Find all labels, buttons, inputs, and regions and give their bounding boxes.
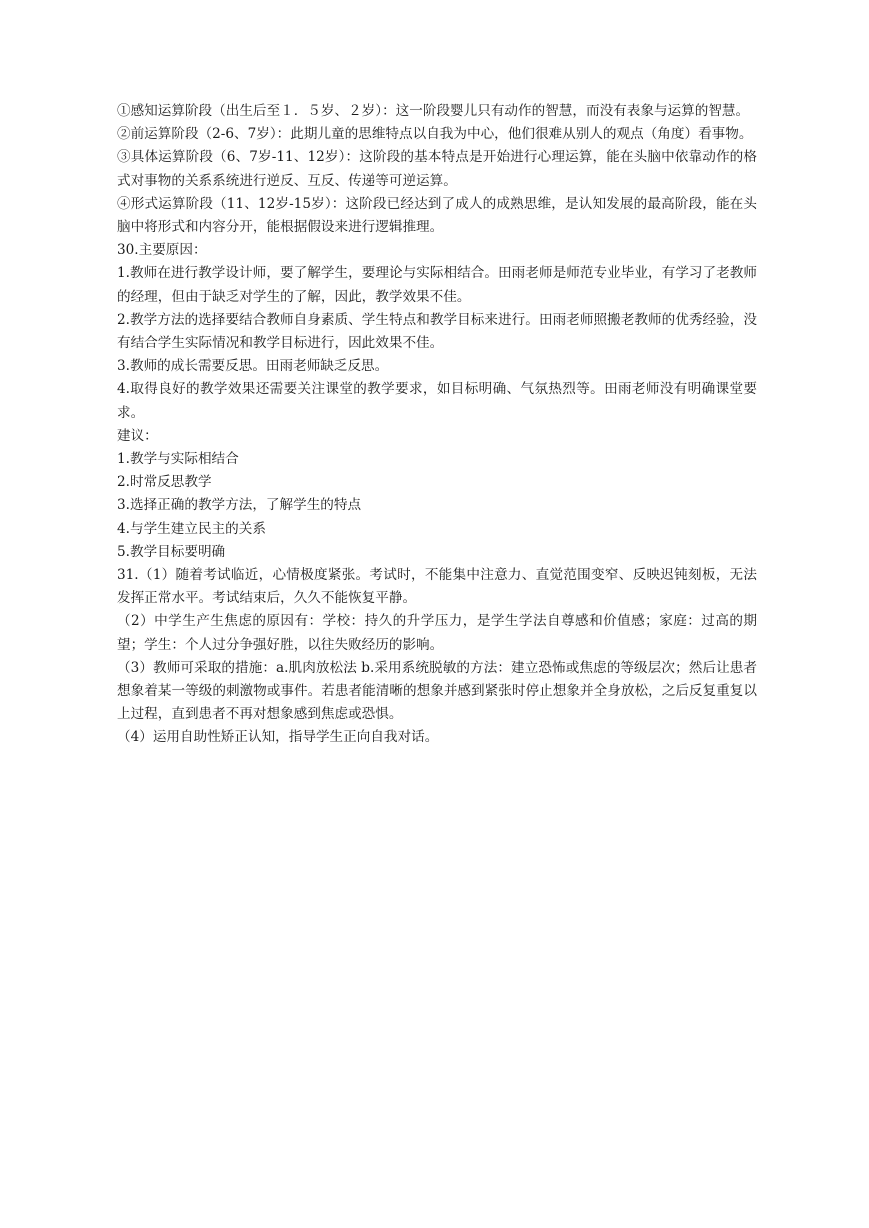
list-item-suggestion-4: 4.与学生建立民主的关系	[117, 520, 266, 537]
paragraph-stage-preoperational: ②前运算阶段（2-6、7岁）：此期儿童的思维特点以自我为中心，他们很难从别人的观点（角度）看事物。	[117, 126, 753, 143]
paragraph-q31-part1: 31.（1）随着考试临近，心情极度紧张。考试时，不能集中注意力、直觉范围变窄、反映迟钝刻板，无法发挥正常水平。考试结束后，久久不能恢复平静。	[117, 567, 757, 607]
paragraph-q31-part3: （3）教师可采取的措施：a.肌肉放松法 b.采用系统脱敏的方法：建立恐怖或焦虑的等级层次；然后让患者想象着某一等级的刺激物或事件。若患者能清晰的想象并感到紧张时停止想象并全身放松，之后反复重复以上过程，直到患者不再对想象感到焦虑或恐惧。	[117, 659, 757, 723]
list-item-suggestion-2: 2.时常反思教学	[117, 474, 212, 491]
paragraph-reason-4: 4.取得良好的教学效果还需要关注课堂的教学要求，如目标明确、气氛热烈等。田雨老师没有明确课堂要求。	[117, 381, 757, 421]
paragraph-reason-2: 2.教学方法的选择要结合教师自身素质、学生特点和教学目标来进行。田雨老师照搬老教师的优秀经验，没有结合学生实际情况和教学目标进行，因此效果不佳。	[117, 311, 757, 352]
document-page	[117, 100, 757, 750]
paragraph-stage-concrete: ③具体运算阶段（6、7岁-11、12岁）：这阶段的基本特点是开始进行心理运算，能在头脑中依靠动作的格式对事物的关系系统进行逆反、互反、传递等可逆运算。	[117, 149, 757, 189]
paragraph-q31-part2: （2）中学生产生焦虑的原因有：学校：持久的升学压力，是学生学法自尊感和价值感；家庭：过高的期望；学生：个人过分争强好胜，以往失败经历的影响。	[117, 613, 757, 653]
paragraph-q31-part4: （4）运用自助性矫正认知，指导学生正向自我对话。	[117, 729, 439, 746]
paragraph-stage-sensorimotor: ①感知运算阶段（出生后至１．５岁、２岁）：这一阶段婴儿只有动作的智慧，而没有表象与运算的智慧。	[117, 103, 750, 119]
heading-q30-reasons: 30.主要原因：	[117, 242, 207, 259]
list-item-suggestion-3: 3.选择正确的教学方法，了解学生的特点	[117, 497, 362, 514]
list-item-suggestion-5: 5.教学目标要明确	[117, 543, 226, 560]
list-item-suggestion-1: 1.教学与实际相结合	[117, 451, 239, 468]
heading-suggestions: 建议：	[117, 427, 158, 444]
paragraph-reason-3: 3.教师的成长需要反思。田雨老师缺乏反思。	[117, 358, 389, 375]
paragraph-stage-formal: ④形式运算阶段（11、12岁-15岁）：这阶段已经达到了成人的成熟思维，是认知发展的最高阶段，能在头脑中将形式和内容分开，能根据假设来进行逻辑推理。	[117, 195, 757, 236]
paragraph-reason-1: 1.教师在进行教学设计师，要了解学生，要理论与实际相结合。田雨老师是师范专业毕业，有学习了老教师的经理，但由于缺乏对学生的了解，因此，教学效果不佳。	[117, 265, 757, 305]
